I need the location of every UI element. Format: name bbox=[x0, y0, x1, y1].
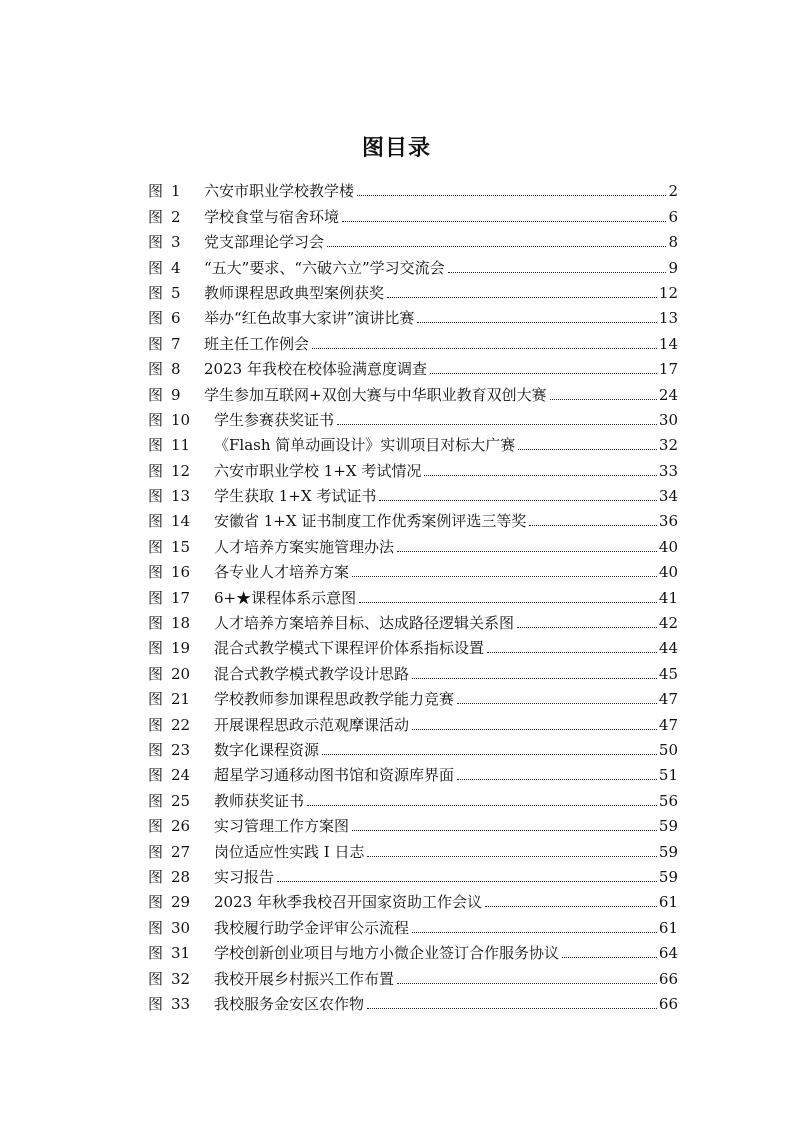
figure-index: 10 bbox=[171, 410, 191, 429]
figure-label: 图 bbox=[148, 740, 164, 759]
page-number: 59 bbox=[658, 842, 678, 861]
figure-label: 图 bbox=[148, 944, 164, 963]
figure-title: 我校履行助学金评审公示流程 bbox=[214, 918, 410, 937]
dot-leader bbox=[518, 449, 657, 450]
figure-number bbox=[148, 892, 214, 912]
figure-index: 26 bbox=[171, 817, 191, 836]
figure-label: 图 bbox=[148, 512, 164, 531]
figure-label: 图 bbox=[148, 639, 164, 658]
page-number: 61 bbox=[658, 893, 678, 912]
figure-index: 4 bbox=[171, 258, 181, 277]
dot-leader bbox=[485, 906, 657, 907]
figure-title: 教师课程思政典型案例获奖 bbox=[204, 283, 385, 302]
figure-title: 安徽省 1+X 证书制度工作优秀案例评选三等奖 bbox=[214, 512, 527, 531]
figure-number bbox=[148, 486, 214, 506]
figure-label: 图 bbox=[148, 766, 164, 785]
toc-entry[interactable] bbox=[148, 912, 678, 937]
figure-number bbox=[148, 232, 204, 252]
figure-title: 人才培养方案实施管理办法 bbox=[214, 537, 395, 556]
page-number: 30 bbox=[658, 410, 678, 429]
toc-entry[interactable] bbox=[148, 633, 678, 658]
page-number: 40 bbox=[658, 563, 678, 582]
figure-table-of-contents bbox=[148, 176, 678, 1014]
figure-label: 图 bbox=[148, 690, 164, 709]
figure-index: 30 bbox=[171, 918, 191, 937]
figure-number bbox=[148, 943, 214, 963]
figure-index: 15 bbox=[171, 537, 191, 556]
page-number: 59 bbox=[658, 817, 678, 836]
toc-entry[interactable] bbox=[148, 557, 678, 582]
toc-entry[interactable] bbox=[148, 354, 678, 379]
figure-title: 我校开展乡村振兴工作布置 bbox=[214, 969, 395, 988]
toc-entry[interactable] bbox=[148, 963, 678, 988]
figure-title: 6+★课程体系示意图 bbox=[214, 588, 357, 607]
dot-leader bbox=[359, 602, 657, 603]
dot-leader bbox=[517, 627, 657, 628]
page-number: 32 bbox=[658, 436, 678, 455]
figure-label: 图 bbox=[148, 258, 164, 277]
figure-label: 图 bbox=[148, 893, 164, 912]
figure-label: 图 bbox=[148, 182, 164, 201]
page-number: 17 bbox=[658, 360, 678, 379]
figure-number bbox=[148, 791, 214, 811]
dot-leader bbox=[357, 195, 666, 196]
dot-leader bbox=[397, 551, 657, 552]
page-number: 34 bbox=[658, 487, 678, 506]
figure-number bbox=[148, 816, 214, 836]
figure-number bbox=[148, 334, 204, 354]
figure-label: 图 bbox=[148, 994, 164, 1013]
figure-number bbox=[148, 638, 214, 658]
figure-index: 2 bbox=[171, 207, 181, 226]
figure-number bbox=[148, 435, 214, 455]
figure-number bbox=[148, 969, 214, 989]
toc-entry[interactable] bbox=[148, 430, 678, 455]
page-number: 41 bbox=[658, 588, 678, 607]
page-number: 24 bbox=[658, 385, 678, 404]
page-number: 8 bbox=[668, 233, 678, 252]
toc-entry[interactable] bbox=[148, 481, 678, 506]
figure-label: 图 bbox=[148, 614, 164, 633]
figure-title: “五大”要求、“六破六立”学习交流会 bbox=[204, 258, 445, 277]
figure-label: 图 bbox=[148, 461, 164, 480]
figure-number bbox=[148, 588, 214, 608]
dot-leader bbox=[417, 322, 657, 323]
figure-number bbox=[148, 359, 204, 379]
figure-index: 5 bbox=[171, 283, 181, 302]
dot-leader bbox=[412, 932, 657, 933]
dot-leader bbox=[327, 246, 666, 247]
figure-label: 图 bbox=[148, 817, 164, 836]
figure-title: 我校服务金安区农作物 bbox=[214, 994, 365, 1013]
toc-entry[interactable] bbox=[148, 785, 678, 810]
dot-leader bbox=[457, 779, 657, 780]
dot-leader bbox=[387, 297, 657, 298]
toc-entry[interactable] bbox=[148, 658, 678, 683]
page-number: 2 bbox=[668, 182, 678, 201]
figure-index: 9 bbox=[171, 385, 181, 404]
figure-label: 图 bbox=[148, 918, 164, 937]
figure-label: 图 bbox=[148, 410, 164, 429]
figure-title: 开展课程思政示范观摩课活动 bbox=[214, 715, 410, 734]
page-number: 42 bbox=[658, 614, 678, 633]
dot-leader bbox=[367, 1008, 657, 1009]
figure-title: 实习管理工作方案图 bbox=[214, 817, 350, 836]
toc-entry[interactable] bbox=[148, 405, 678, 430]
figure-index: 3 bbox=[171, 233, 181, 252]
figure-title: 数字化课程资源 bbox=[214, 740, 320, 759]
dot-leader bbox=[312, 348, 657, 349]
dot-leader bbox=[397, 983, 657, 984]
figure-index: 17 bbox=[171, 588, 191, 607]
figure-index: 16 bbox=[171, 563, 191, 582]
toc-entry[interactable] bbox=[148, 760, 678, 785]
dot-leader bbox=[412, 678, 657, 679]
figure-title: 学校创新创业项目与地方小微企业签订合作服务协议 bbox=[214, 944, 560, 963]
figure-title: 实习报告 bbox=[214, 867, 275, 886]
toc-entry[interactable] bbox=[148, 379, 678, 404]
page-number: 40 bbox=[658, 537, 678, 556]
page-number: 50 bbox=[658, 740, 678, 759]
page-number: 51 bbox=[658, 766, 678, 785]
figure-number bbox=[148, 461, 214, 481]
figure-label: 图 bbox=[148, 715, 164, 734]
figure-label: 图 bbox=[148, 664, 164, 683]
dot-leader bbox=[562, 957, 657, 958]
figure-number bbox=[148, 537, 214, 557]
dot-leader bbox=[379, 500, 657, 501]
figure-number bbox=[148, 258, 204, 278]
figure-number bbox=[148, 308, 204, 328]
figure-number bbox=[148, 207, 204, 227]
figure-number bbox=[148, 689, 214, 709]
figure-title: 混合式教学模式下课程评价体系指标设置 bbox=[214, 639, 485, 658]
toc-entry[interactable] bbox=[148, 506, 678, 531]
figure-number bbox=[148, 842, 214, 862]
toc-entry[interactable] bbox=[148, 684, 678, 709]
dot-leader bbox=[457, 703, 657, 704]
figure-number bbox=[148, 765, 214, 785]
figure-label: 图 bbox=[148, 969, 164, 988]
toc-entry[interactable] bbox=[148, 989, 678, 1014]
figure-index: 21 bbox=[171, 690, 191, 709]
figure-index: 28 bbox=[171, 867, 191, 886]
figure-title: 六安市职业学校教学楼 bbox=[204, 182, 355, 201]
figure-label: 图 bbox=[148, 385, 164, 404]
figure-index: 20 bbox=[171, 664, 191, 683]
toc-entry[interactable] bbox=[148, 303, 678, 328]
figure-label: 图 bbox=[148, 791, 164, 810]
page-number: 36 bbox=[658, 512, 678, 531]
figure-number bbox=[148, 715, 214, 735]
figure-title: 超星学习通移动图书馆和资源库界面 bbox=[214, 766, 455, 785]
figure-index: 32 bbox=[171, 969, 191, 988]
figure-number bbox=[148, 867, 214, 887]
toc-entry[interactable] bbox=[148, 227, 678, 252]
toc-entry[interactable] bbox=[148, 862, 678, 887]
figure-label: 图 bbox=[148, 233, 164, 252]
figure-number bbox=[148, 740, 214, 760]
dot-leader bbox=[352, 576, 657, 577]
toc-entry[interactable] bbox=[148, 735, 678, 760]
figure-number bbox=[148, 511, 214, 531]
figure-label: 图 bbox=[148, 867, 164, 886]
page-number: 44 bbox=[658, 639, 678, 658]
figure-label: 图 bbox=[148, 436, 164, 455]
figure-index: 23 bbox=[171, 740, 191, 759]
figure-index: 22 bbox=[171, 715, 191, 734]
toc-entry[interactable] bbox=[148, 608, 678, 633]
toc-entry[interactable] bbox=[148, 811, 678, 836]
page-number: 12 bbox=[658, 283, 678, 302]
figure-title: 党支部理论学习会 bbox=[204, 233, 325, 252]
figure-title: 举办“红色故事大家讲”演讲比赛 bbox=[204, 309, 415, 328]
figure-title: 各专业人才培养方案 bbox=[214, 563, 350, 582]
dot-leader bbox=[487, 652, 657, 653]
toc-entry[interactable] bbox=[148, 836, 678, 861]
toc-entry[interactable] bbox=[148, 582, 678, 607]
dot-leader bbox=[424, 475, 657, 476]
page-number: 66 bbox=[658, 969, 678, 988]
toc-entry[interactable] bbox=[148, 531, 678, 556]
dot-leader bbox=[367, 856, 656, 857]
dot-leader bbox=[337, 424, 657, 425]
figure-label: 图 bbox=[148, 334, 164, 353]
dot-leader bbox=[342, 221, 666, 222]
figure-index: 12 bbox=[171, 461, 191, 480]
page-number: 64 bbox=[658, 944, 678, 963]
figure-index: 29 bbox=[171, 893, 191, 912]
figure-label: 图 bbox=[148, 283, 164, 302]
dot-leader bbox=[412, 729, 657, 730]
dot-leader bbox=[550, 399, 657, 400]
figure-title: 班主任工作例会 bbox=[204, 334, 310, 353]
figure-index: 25 bbox=[171, 791, 191, 810]
toc-entry[interactable] bbox=[148, 201, 678, 226]
figure-index: 13 bbox=[171, 487, 191, 506]
figure-label: 图 bbox=[148, 487, 164, 506]
figure-number bbox=[148, 613, 214, 633]
page-number: 14 bbox=[658, 334, 678, 353]
page-number: 61 bbox=[658, 918, 678, 937]
figure-number bbox=[148, 994, 214, 1014]
dot-leader bbox=[430, 373, 657, 374]
figure-label: 图 bbox=[148, 309, 164, 328]
toc-entry[interactable] bbox=[148, 938, 678, 963]
page-number: 9 bbox=[668, 258, 678, 277]
figure-title: 岗位适应性实践 I 日志 bbox=[214, 842, 365, 861]
figure-title: 教师获奖证书 bbox=[214, 791, 305, 810]
figure-number bbox=[148, 562, 214, 582]
page-number: 6 bbox=[668, 207, 678, 226]
dot-leader bbox=[277, 881, 657, 882]
figure-index: 18 bbox=[171, 614, 191, 633]
figure-label: 图 bbox=[148, 563, 164, 582]
figure-index: 11 bbox=[171, 436, 191, 455]
figure-index: 14 bbox=[171, 512, 191, 531]
page-number: 13 bbox=[658, 309, 678, 328]
toc-entry[interactable] bbox=[148, 278, 678, 303]
figure-title: 学生参加互联网+双创大赛与中华职业教育双创大赛 bbox=[204, 385, 547, 404]
figure-index: 7 bbox=[171, 334, 181, 353]
page-number: 66 bbox=[658, 994, 678, 1013]
figure-label: 图 bbox=[148, 207, 164, 226]
page-number: 47 bbox=[658, 690, 678, 709]
figure-title: 学校教师参加课程思政教学能力竞赛 bbox=[214, 690, 455, 709]
figure-index: 6 bbox=[171, 309, 181, 328]
figure-index: 33 bbox=[171, 994, 191, 1013]
figure-title: 混合式教学模式教学设计思路 bbox=[214, 664, 410, 683]
figure-title: 学生获取 1+X 考试证书 bbox=[214, 487, 377, 506]
figure-number bbox=[148, 385, 204, 405]
figure-label: 图 bbox=[148, 588, 164, 607]
figure-index: 1 bbox=[171, 182, 181, 201]
page-title: 图目录 bbox=[361, 135, 431, 161]
figure-title: 2023 年我校在校体验满意度调查 bbox=[204, 360, 427, 379]
figure-title: 《Flash 简单动画设计》实训项目对标大广赛 bbox=[214, 436, 516, 455]
dot-leader bbox=[322, 754, 657, 755]
figure-number bbox=[148, 918, 214, 938]
figure-index: 27 bbox=[171, 842, 191, 861]
page-number: 59 bbox=[658, 867, 678, 886]
dot-leader bbox=[307, 805, 657, 806]
figure-number bbox=[148, 664, 214, 684]
page-number: 33 bbox=[658, 461, 678, 480]
page-number: 56 bbox=[658, 791, 678, 810]
figure-label: 图 bbox=[148, 842, 164, 861]
figure-index: 31 bbox=[171, 944, 191, 963]
figure-index: 24 bbox=[171, 766, 191, 785]
figure-number bbox=[148, 410, 214, 430]
figure-index: 8 bbox=[171, 360, 181, 379]
figure-number bbox=[148, 283, 204, 303]
figure-title: 六安市职业学校 1+X 考试情况 bbox=[214, 461, 422, 480]
toc-entry[interactable] bbox=[148, 709, 678, 734]
toc-entry[interactable] bbox=[148, 176, 678, 201]
toc-entry[interactable] bbox=[148, 328, 678, 353]
figure-title: 2023 年秋季我校召开国家资助工作会议 bbox=[214, 893, 482, 912]
dot-leader bbox=[352, 830, 657, 831]
figure-number bbox=[148, 181, 204, 201]
figure-title: 学生参赛获奖证书 bbox=[214, 410, 335, 429]
toc-entry[interactable] bbox=[148, 252, 678, 277]
page-number: 45 bbox=[658, 664, 678, 683]
figure-title: 学校食堂与宿舍环境 bbox=[204, 207, 340, 226]
toc-entry[interactable] bbox=[148, 455, 678, 480]
dot-leader bbox=[448, 272, 667, 273]
figure-title: 人才培养方案培养目标、达成路径逻辑关系图 bbox=[214, 614, 515, 633]
page-number: 47 bbox=[658, 715, 678, 734]
figure-index: 19 bbox=[171, 639, 191, 658]
toc-entry[interactable] bbox=[148, 887, 678, 912]
figure-label: 图 bbox=[148, 360, 164, 379]
dot-leader bbox=[529, 525, 657, 526]
figure-label: 图 bbox=[148, 537, 164, 556]
